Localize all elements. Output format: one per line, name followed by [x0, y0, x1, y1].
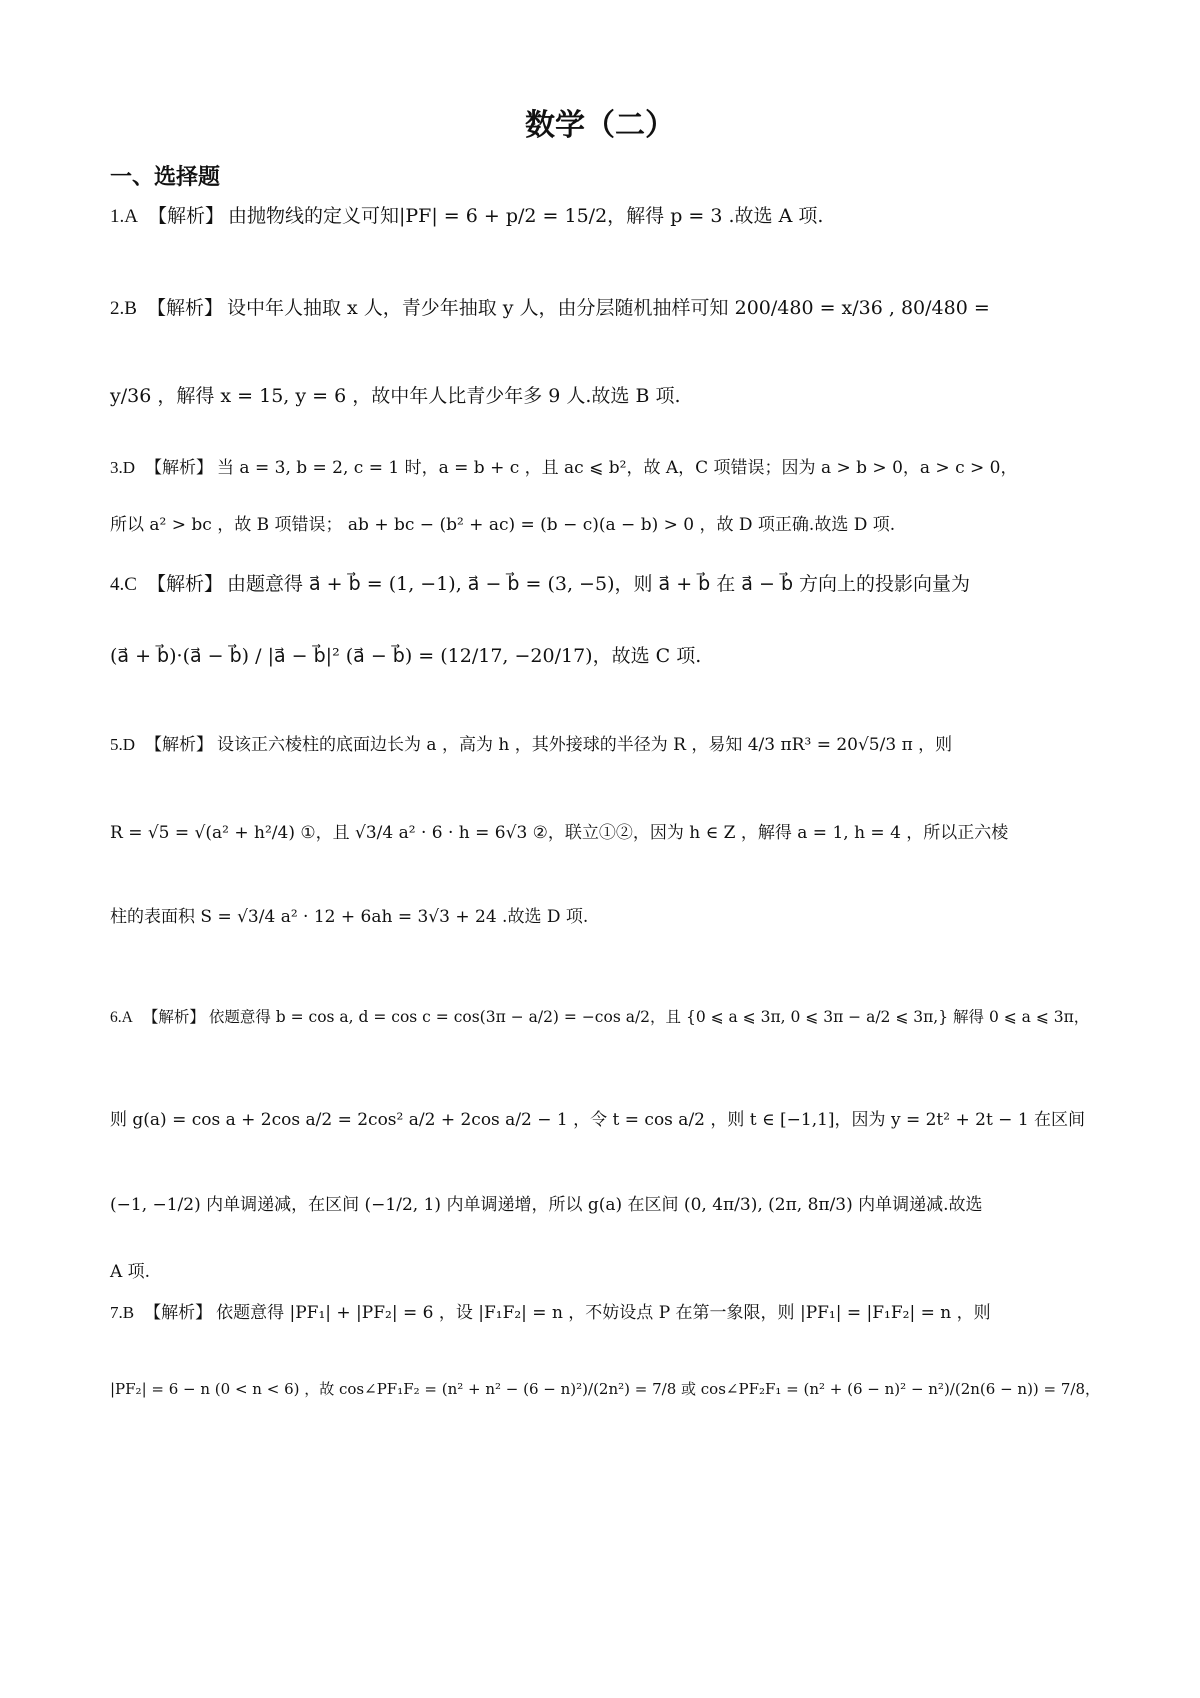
q2-line-1: [110, 297, 1100, 321]
q7-text-2: |PF₂| = 6 − n (0 < n < 6) ，故 cos∠PF₁F₂ = (n² + n² − (6 − n)²)/(2n²) = 7/8 或 cos∠PF₂F₁ = (n² + (6 − n)² − n²)/(2n(6 − n)) = 7/8，: [110, 1380, 1101, 1398]
q6-text-3: (−1, −1/2) 内单调递减，在区间 (−1/2, 1) 内单调递增，所以 g(a) 在区间 (0, 4π/3), (2π, 8π/3) 内单调递减.故选: [110, 1195, 983, 1215]
q4-tag: 【解析】: [146, 573, 223, 595]
q5-text-3: 柱的表面积 S = √3/4 a² · 12 + 6ah = 3√3 + 24 .故选 D 项.: [110, 907, 589, 927]
q6-text-2: 则 g(a) = cos a + 2cos a/2 = 2cos² a/2 + 2cos a/2 − 1 ，令 t = cos a/2 ，则 t ∈ [−1,1]，因为 y = 2t² + 2t − 1 在区间: [110, 1110, 1086, 1130]
page-title: 数学（二）: [525, 108, 675, 143]
q4-number: 4.C: [110, 574, 137, 595]
q7-line-2: [110, 1380, 1100, 1398]
q7-line-1: [110, 1303, 1100, 1323]
q4-text-1: 由题意得 a⃗ + b⃗ = (1, −1), a⃗ − b⃗ = (3, −5)，则 a⃗ + b⃗ 在 a⃗ − b⃗ 方向上的投影向量为: [226, 573, 971, 595]
q5-line-3: [110, 907, 1100, 927]
q2-text-2: y/36 ，解得 x = 15, y = 6 ，故中年人比青少年多 9 人.故选 B 项.: [110, 385, 681, 407]
q3-text-2: 所以 a² > bc ，故 B 项错误； ab + bc − (b² + ac) = (b − c)(a − b) > 0 ，故 D 项正确.故选 D 项.: [110, 515, 896, 535]
q1-tag: 【解析】: [147, 205, 224, 227]
q2-text-1: 设中年人抽取 x 人，青少年抽取 y 人，由分层随机抽样可知 200/480 = x/36 , 80/480 =: [226, 297, 990, 319]
q6-text-1: 依题意得 b = cos a, d = cos c = cos(3π − a/2) = −cos a/2，且 {0 ⩽ a ⩽ 3π, 0 ⩽ 3π − a/2 ⩽ 3π,} 解得 0 ⩽ a ⩽ 3π，: [208, 1008, 1090, 1026]
q6-line-4: [110, 1262, 1100, 1282]
q1-line-1: [110, 205, 1100, 229]
q7-text-1: 依题意得 |PF₁| + |PF₂| = 6 ，设 |F₁F₂| = n ，不妨设点 P 在第一象限，则 |PF₁| = |F₁F₂| = n ，则: [216, 1303, 991, 1323]
q2-number: 2.B: [110, 298, 137, 319]
q6-line-1: [110, 1008, 1100, 1028]
q5-text-2: R = √5 = √(a² + h²/4) ①，且 √3/4 a² · 6 · h = 6√3 ②，联立①②，因为 h ∈ Z ，解得 a = 1, h = 4 ，所以正六棱: [110, 823, 1009, 843]
q2-line-2: [110, 385, 1100, 408]
q3-number: 3.D: [110, 458, 136, 477]
q4-line-2: [110, 645, 1100, 668]
q3-text-1: 当 a = 3, b = 2, c = 1 时，a = b + c ，且 ac ⩽ b²，故 A，C 项错误；因为 a > b > 0，a > c > 0，: [217, 458, 1018, 478]
q6-tag: 【解析】: [142, 1008, 205, 1026]
q1-number: 1.A: [110, 206, 138, 227]
q5-text-1: 设该正六棱柱的底面边长为 a ，高为 h ，其外接球的半径为 R ，易知 4/3 πR³ = 20√5/3 π ，则: [217, 735, 953, 755]
q7-tag: 【解析】: [144, 1303, 213, 1323]
q4-line-1: [110, 573, 1100, 597]
q7-number: 7.B: [110, 1303, 135, 1322]
q2-tag: 【解析】: [146, 297, 223, 319]
q4-text-2: (a⃗ + b⃗)·(a⃗ − b⃗) / |a⃗ − b⃗|² (a⃗ − b⃗) = (12/17, −20/17)，故选 C 项.: [110, 645, 702, 667]
q5-number: 5.D: [110, 735, 136, 754]
q5-line-1: [110, 735, 1100, 755]
q3-tag: 【解析】: [145, 458, 214, 478]
q6-line-3: [110, 1195, 1100, 1215]
q5-line-2: [110, 823, 1100, 843]
q5-tag: 【解析】: [145, 735, 214, 755]
q6-text-4: A 项.: [110, 1262, 151, 1282]
q1-text: 由抛物线的定义可知|PF| = 6 + p/2 = 15/2，解得 p = 3 .故选 A 项.: [228, 205, 824, 227]
section-heading: 一、选择题: [110, 165, 221, 190]
q3-line-1: [110, 458, 1100, 478]
q3-line-2: [110, 515, 1100, 535]
q6-number: 6.A: [110, 1009, 133, 1026]
q6-line-2: [110, 1110, 1100, 1130]
